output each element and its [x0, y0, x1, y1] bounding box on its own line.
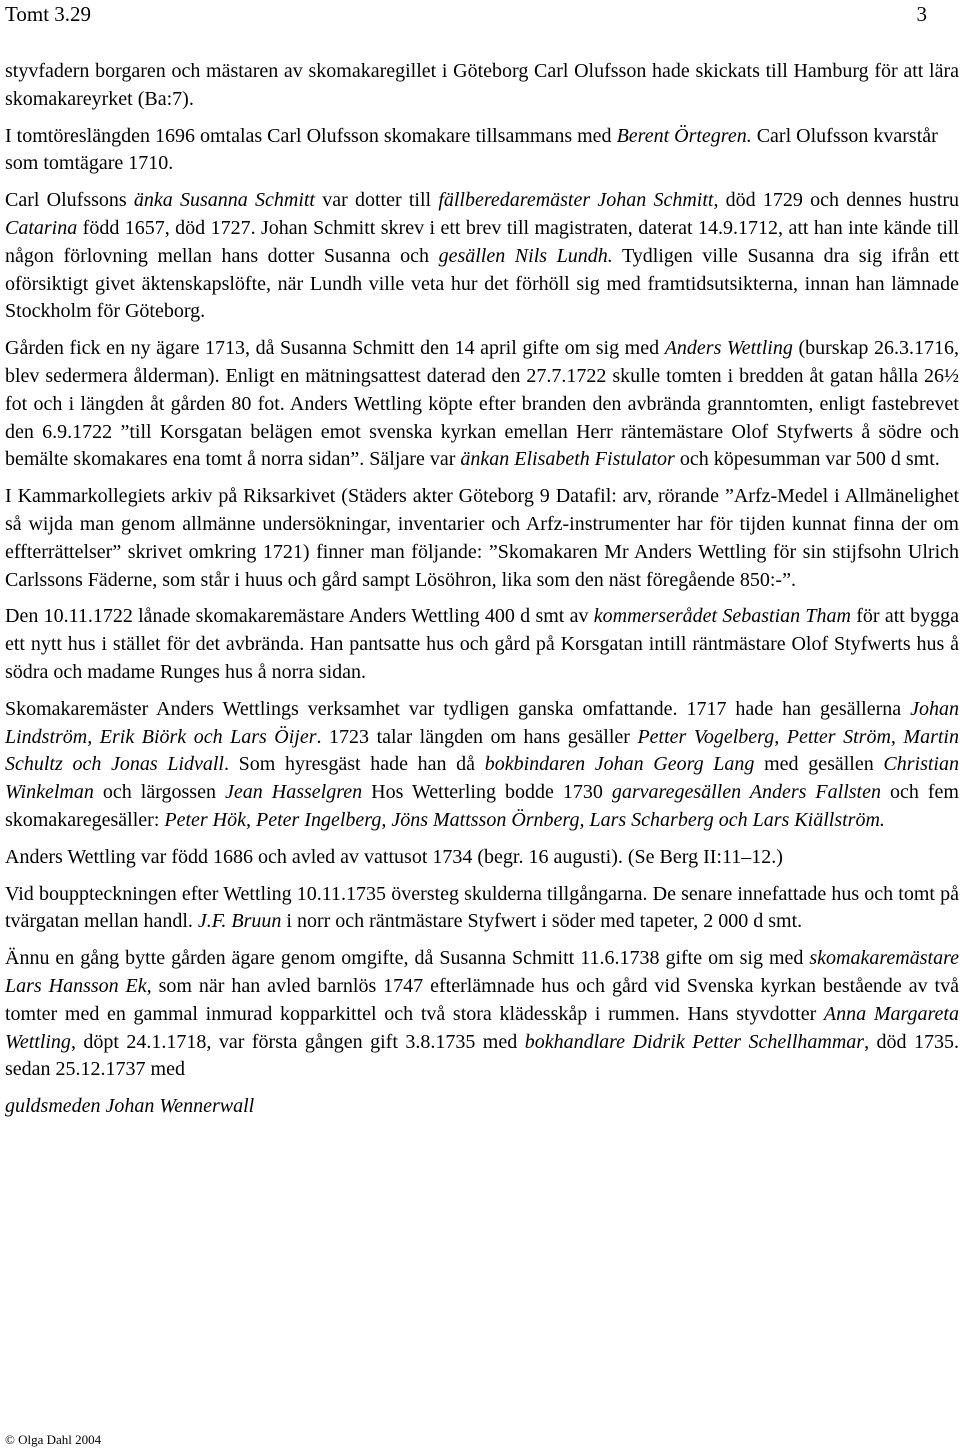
body-text: styvfadern borgaren och mästaren av skomakaregillet i Göteborg Carl Olufsson hade skickats till Hamburg för att lära skomakareyrket (Ba:7). — [5, 60, 959, 110]
body-text: med gesällen — [754, 753, 884, 776]
body-text: . 1723 talar längden om hans gesäller — [316, 725, 638, 748]
body-text: , död 1729 och dennes hustru — [713, 189, 959, 212]
italic-text: kommerserådet Sebastian Tham — [593, 605, 851, 628]
paragraph-p3 — [5, 187, 959, 326]
italic-text: garvaregesällen Anders Fallsten — [611, 781, 881, 804]
paragraph-p6 — [5, 603, 959, 686]
body-text: Gården fick en ny ägare 1713, då Susanna Schmitt den 14 april gifte om sig med — [5, 337, 665, 360]
body-text: Anders Wettling var född 1686 och avled av vattusot 1734 (begr. 16 augusti). (Se Berg II:11–12.) — [5, 845, 783, 868]
document-body — [5, 58, 959, 1130]
italic-text: Christian Winkelman — [5, 753, 959, 804]
body-text: , död 1735. sedan 25.12.1737 med — [5, 1030, 960, 1081]
paragraph-p4 — [5, 335, 959, 474]
italic-text: J.F. Bruun — [197, 910, 282, 933]
body-text: Carl Olufssons — [5, 189, 134, 212]
italic-text: gesällen Nils Lundh. — [438, 244, 613, 267]
page-title: Tomt 3.29 — [5, 2, 92, 26]
body-text: Carl Olufsson kvarstår som tomtägare 1710. — [5, 124, 938, 175]
italic-text: guldsmeden Johan Wennerwall — [5, 1095, 255, 1118]
body-text: , döpt 24.1.1718, var första gången gift 3.8.1735 med — [70, 1030, 525, 1053]
body-text: Tydligen ville Susanna dra sig ifrån ett oförsiktigt givet äktenskapslöfte, när Lundh ville veta hur det förhöll sig med framtidsutsikterna, innan han lämnade Stockholm för Göteborg. — [5, 244, 959, 323]
italic-text: änkan Elisabeth Fistulator — [460, 448, 675, 471]
paragraph-p8 — [5, 844, 959, 872]
body-text: . Som hyresgäst hade han då — [223, 753, 485, 776]
italic-text: Johan Lindström, Erik Biörk och Lars Öijer — [5, 697, 959, 748]
body-text: (burskap 26.3.1716, blev sedermera ålderman). Enligt en mätningsattest daterad den 27.7.1722 skulle tomten i bredden åt gatan hålla 26½ fot och i längden åt gården 80 fot. Anders Wettling köpte efter branden den avbrända granntomten, enligt fastebrevet den 6.9.1722 ”till Korsgatan belägen emot svenska kyrkan emellan Herr räntemästare Olof Styfwerts å södre och bemälte skomakares ena tomt å norra sidan”. Säljare var — [5, 337, 960, 471]
italic-text: Petter Vogelberg, Petter Ström, Martin Schultz och Jonas Lidvall — [5, 725, 959, 776]
italic-text: skomakaremästare Lars Hansson Ek, — [5, 947, 959, 997]
italic-text: Catarina — [5, 216, 78, 239]
copyright-footer: © Olga Dahl 2004 — [5, 1432, 102, 1447]
body-text: och köpesumman var 500 d smt. — [674, 448, 940, 471]
italic-text: bokhandlare Didrik Petter Schellhammar — [524, 1030, 865, 1053]
body-text: i norr och räntmästare Styfwert i söder med tapeter, 2 000 d smt. — [281, 910, 803, 933]
body-text: som när han avled barnlös 1747 efterlämnade hus och gård vid Svenska kyrkan bestående av två tomter med en gammal inmurad kopparkittel och två stora klädesskåp i rummen. Hans styvdotter — [5, 974, 959, 1025]
italic-text: fällberedaremäster Johan Schmitt — [438, 189, 714, 212]
body-text: Skomakaremäster Anders Wettlings verksamhet var tydligen ganska omfattande. 1717 hade han gesällerna — [5, 697, 911, 720]
italic-text: Anders Wettling — [664, 337, 793, 360]
paragraph-p7 — [5, 696, 959, 835]
paragraph-p2 — [5, 123, 959, 179]
page-number: 3 — [916, 2, 927, 26]
body-text: I Kammarkollegiets arkiv på Riksarkivet (Städers akter Göteborg 9 Datafil: arv, rörande ”Arfz-Medel i Allmänelighet så wijda man genom allmänne undersökningar, inventarier och Arfz-instrumenter har för tijden kunnat finna der om effterrättelser” skrivet omkring 1721) finner man följande: ”Skomakaren Mr Anders Wettling för sin stijfsohn Ulrich Carlssons Fäderne, som står i huus och gård sampt Lösöhron, lika som den näst föregående 850:-”. — [5, 485, 959, 591]
paragraph-p11 — [5, 1093, 959, 1121]
page-header — [5, 0, 927, 28]
italic-text: bokbindaren Johan Georg Lang — [484, 753, 755, 776]
body-text: född 1657, död 1727. Johan Schmitt skrev i ett brev till magistraten, daterat 14.9.1712, att han inte kände till någon förlovning mellan hans dotter Susanna och — [5, 216, 959, 267]
paragraph-p1 — [5, 58, 959, 114]
body-text: och lärgossen — [93, 781, 225, 804]
body-text: Vid bouppteckningen efter Wettling 10.11.1735 översteg skulderna tillgångarna. De senare innefattade hus och tomt på tvärgatan mellan handl. — [5, 882, 959, 933]
body-text: Ännu en gång bytte gården ägare genom omgifte, då Susanna Schmitt 11.6.1738 gifte om sig med — [5, 947, 810, 970]
italic-text: Berent Örtegren. — [616, 124, 752, 147]
body-text: och fem skomakaregesäller: — [5, 781, 959, 831]
body-text: Den 10.11.1722 lånade skomakaremästare Anders Wettling 400 d smt av — [5, 605, 594, 628]
italic-text: Jean Hasselgren — [224, 781, 363, 804]
paragraph-p5 — [5, 483, 959, 594]
body-text: I tomtöreslängden 1696 omtalas Carl Olufsson skomakare tillsammans med — [5, 124, 617, 147]
body-text: för att bygga ett nytt hus i stället för det avbrända. Han pantsatte hus och gård på Korsgatan intill räntmästare Olof Styfwerts hus å södra och madame Runges hus å norra sidan. — [5, 605, 960, 683]
paragraph-p9 — [5, 881, 959, 937]
paragraph-p10 — [5, 945, 959, 1084]
italic-text: änka Susanna Schmitt — [133, 189, 315, 212]
body-text: var dotter till — [315, 189, 439, 212]
body-text: Hos Wetterling bodde 1730 — [362, 781, 612, 804]
italic-text: Peter Hök, Peter Ingelberg, Jöns Mattsson Örnberg, Lars Scharberg och Lars Kiällström. — [164, 808, 885, 831]
italic-text: Anna Margareta Wettling — [5, 1002, 959, 1053]
